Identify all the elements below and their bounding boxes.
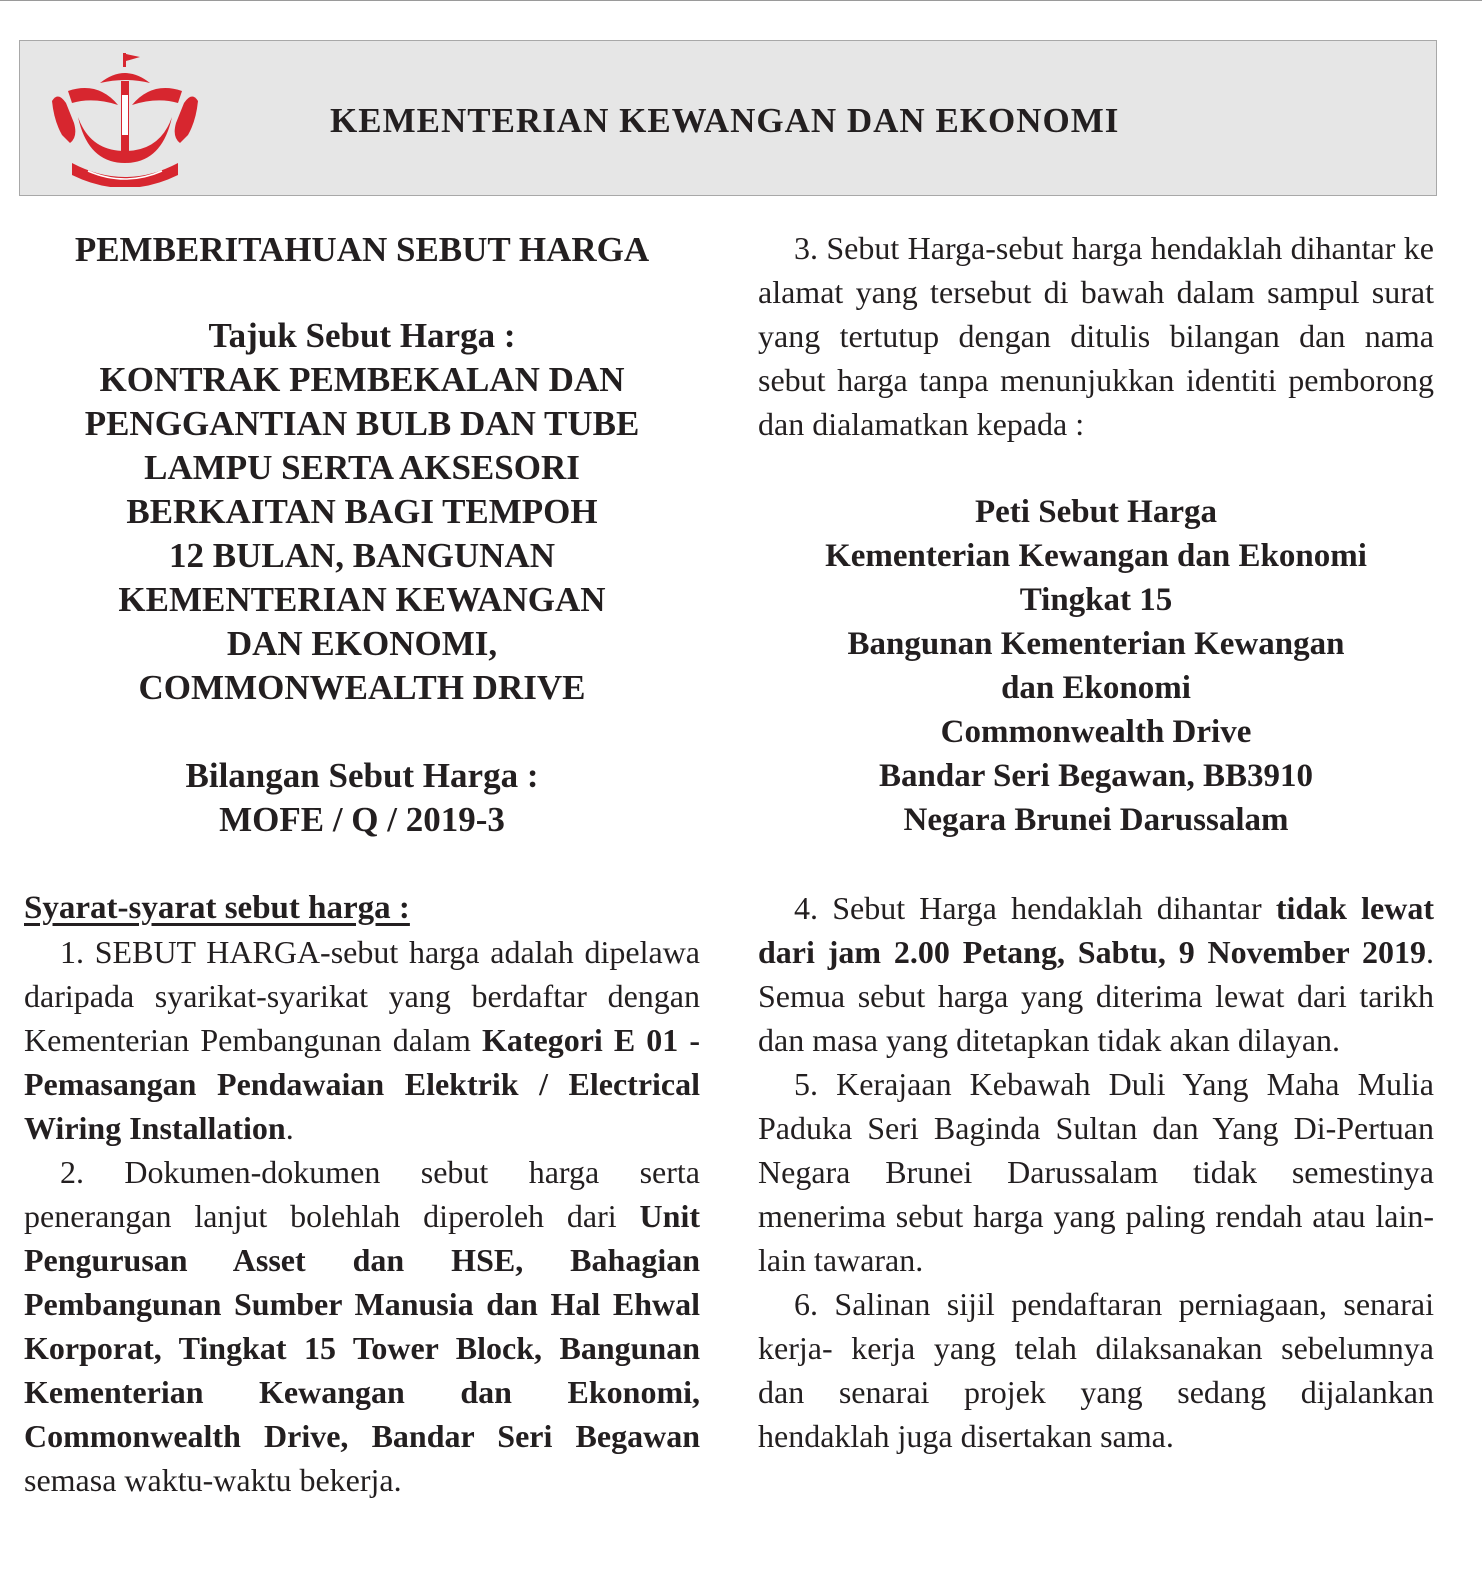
subject-label: Tajuk Sebut Harga :: [208, 316, 516, 355]
address-line: Negara Brunei Darussalam: [903, 802, 1289, 838]
subject-line: BERKAITAN BAGI TEMPOH: [126, 492, 598, 531]
brunei-crest-icon: [48, 51, 202, 187]
address-line: Commonwealth Drive: [940, 714, 1252, 750]
condition-5: 5. Kerajaan Kebawah Duli Yang Maha Mulia Paduka Seri Baginda Sultan dan Yang Di-Pertuan Negara Brunei Darussalam tidak semestinya menerima sebut harga yang paling rendah atau lain-lain tawaran.: [758, 1066, 1434, 1278]
right-column: [758, 226, 1434, 1458]
top-rule: [0, 0, 1482, 1]
address-line: Bangunan Kementerian Kewangan: [847, 626, 1345, 662]
subject-line: 12 BULAN, BANGUNAN: [169, 536, 555, 575]
address-line: dan Ekonomi: [1001, 670, 1191, 706]
subject-block: [24, 314, 700, 710]
subject-line: DAN EKONOMI,: [226, 624, 498, 663]
ministry-title: KEMENTERIAN KEWANGAN DAN EKONOMI: [330, 101, 1120, 140]
quotation-number-value: MOFE / Q / 2019-3: [219, 800, 505, 839]
condition-4-deadline: tidak lewat dari jam 2.00 Petang, Sabtu, 9 November 2019: [758, 890, 1435, 970]
condition-1: 1. SEBUT HARGA-sebut harga adalah dipelawa daripada syarikat-syarikat yang berdaftar dengan Kementerian Pembangunan dalam Kategori E 01 - Pemasangan Pendawaian Elektrik / Electrical Wiring Installation.: [24, 934, 701, 1146]
notice-title: PEMBERITAHUAN SEBUT HARGA: [74, 230, 650, 269]
condition-1-category: Kategori E 01 - Pemasangan Pendawaian Elektrik / Electrical Wiring Installation: [24, 1022, 701, 1146]
condition-2: 2. Dokumen-dokumen sebut harga serta penerangan lanjut bolehlah diperoleh dari Unit Pengurusan Asset dan HSE, Bahagian Pembangunan Sumber Manusia dan Hal Ehwal Korporat, Tingkat 15 Tower Block, Bangunan Kementerian Kewangan dan Ekonomi, Commonwealth Drive, Bandar Seri Begawan semasa waktu-waktu bekerja.: [24, 1154, 700, 1498]
condition-4: 4. Sebut Harga hendaklah dihantar tidak lewat dari jam 2.00 Petang, Sabtu, 9 November 2019. Semua sebut harga yang diterima lewat dari tarikh dan masa yang ditetapkan tidak akan dilayan.: [758, 890, 1435, 1058]
subject-line: LAMPU SERTA AKSESORI: [144, 448, 580, 487]
subject-line: PENGGANTIAN BULB DAN TUBE: [84, 404, 640, 443]
address-block: [758, 490, 1434, 842]
subject-line: KONTRAK PEMBEKALAN DAN: [99, 360, 625, 399]
subject-line: COMMONWEALTH DRIVE: [138, 668, 586, 707]
address-line: Tingkat 15: [1019, 582, 1173, 618]
condition-3: 3. Sebut Harga-sebut harga hendaklah dihantar ke alamat yang tersebut di bawah dalam sampul surat yang tertutup dengan ditulis bilangan dan nama sebut harga tanpa menunjukkan identiti pemborong dan dialamatkan kepada :: [758, 230, 1434, 442]
subject-line: KEMENTERIAN KEWANGAN: [118, 580, 606, 619]
header-banner: [19, 40, 1437, 196]
conditions-heading: Syarat-syarat sebut harga :: [24, 890, 410, 926]
address-line: Bandar Seri Begawan, BB3910: [879, 758, 1313, 794]
quotation-number-block: [24, 754, 700, 842]
left-column: [24, 226, 700, 1502]
address-line: Kementerian Kewangan dan Ekonomi: [825, 538, 1367, 574]
address-line: Peti Sebut Harga: [975, 494, 1217, 530]
quotation-number-label: Bilangan Sebut Harga :: [185, 756, 539, 795]
condition-2-office: Unit Pengurusan Asset dan HSE, Bahagian Pembangunan Sumber Manusia dan Hal Ehwal Korporat, Tingkat 15 Tower Block, Bangunan Kementerian Kewangan dan Ekonomi, Commonwealth Drive, Bandar Seri Begawan: [24, 1198, 700, 1454]
condition-6: 6. Salinan sijil pendaftaran perniagaan, senarai kerja- kerja yang telah dilaksanakan sebelumnya dan senarai projek yang sedang dijalankan hendaklah juga disertakan sama.: [758, 1286, 1434, 1454]
